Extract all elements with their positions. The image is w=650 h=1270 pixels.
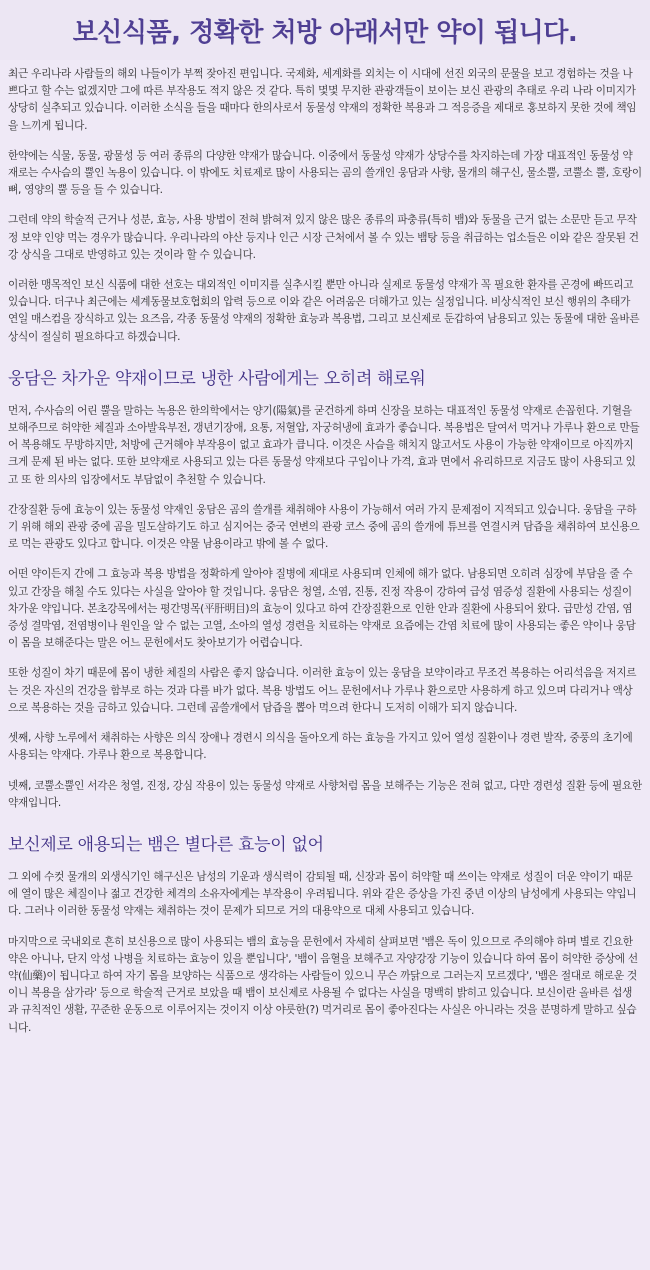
section1-paragraph-2: 간장질환 등에 효능이 있는 동물성 약재인 웅담은 곰의 쓸개를 채취해야 사용이 가능해서 여러 가지 문제점이 지적되고 있습니다. 웅담을 구하기 위해 해외 관광 중에 곰을 밀도살하기도 하고 심지어는 중국 연변의 관광 코스 중에 곰의 쓸개에 튜브를 연결시켜 담즙을 채취하여 보신용으로 먹는 관광도 있다고 합니다. 이것은 약물 남용이라고 밖에 볼 수 없다. — [8, 503, 640, 551]
intro-paragraph-2: 한약에는 식물, 동물, 광물성 등 여러 종류의 다양한 약재가 많습니다. 이중에서 동물성 약재가 상당수를 차지하는데 가장 대표적인 동물성 약재로는 수사슴의 뿔인 녹용이 있습니다. 이 밖에도 치료제로 많이 사용되는 곰의 쓸개인 웅담과 사향, 물개의 해구신, 물소뿔, 코뿔소 뿔, 호랑이뼈, 영양의 뿔 등을 들 수 있습니다. — [8, 149, 642, 197]
section2-paragraph-1: 그 외에 수컷 물개의 외생식기인 해구신은 남성의 기운과 생식력이 감퇴될 때, 신장과 몸이 허약할 때 쓰이는 약재로 성질이 더운 약이기 때문에 열이 많은 체질이나 젊고 건강한 체격의 소유자에게는 부작용이 우려됩니다. 위와 같은 증상을 가진 중년 이상의 남성에게 사용되는 약입니다. 그러나 이러한 동물성 약재는 채취하는 것이 문제가 되므로 거의 대용약으로 대체 사용되고 있습니다. — [8, 870, 637, 918]
section-heading-bear-bile: 웅담은 차가운 약재이므로 냉한 사람에게는 오히려 해로워 — [8, 368, 426, 389]
section1-paragraph-5: 셋째, 사향 노루에서 채취하는 사향은 의식 장애나 경련시 의식을 돌아오게 하는 효능을 가지고 있어 열성 질환이나 경련 발작, 중풍의 초기에 사용되는 약재다. 가루나 환으로 복용합니다. — [8, 732, 633, 762]
section-heading-snake: 보신제로 애용되는 뱀은 별다른 효능이 없어 — [8, 834, 324, 855]
title-band — [0, 0, 650, 60]
page-title: 보신식품, 정확한 처방 아래서만 약이 됩니다. — [72, 17, 578, 48]
section2-paragraph-2: 마지막으로 국내외로 흔히 보신용으로 많이 사용되는 뱀의 효능을 문헌에서 자세히 살펴보면 '뱀은 독이 있으므로 주의해야 하며 별로 긴요한 약은 아니나, 단지 악성 나병을 치료하는 효능이 있을 뿐입니다', '뱀이 음혈을 보해주고 자양강장 기능이 있습니다 하여 몸이 허약한 증상에 선약(仙藥)이 됩니다고 하여 자기 몸을 보양하는 식품으로 생각하는 사람들이 있으니 무슨 까닭으로 그러는지 모르겠다', '뱀은 절대로 해로운 것이니 복용을 삼가라' 등으로 학술적 근거로 보았을 때 뱀이 보신제로 사용될 수 없다는 사실을 명백히 밝히고 있습니다. 보신이란 올바른 섭생과 규칙적인 생활, 꾸준한 운동으로 이루어지는 것이지 이상 야릇한(?) 먹거리로 몸이 좋아진다는 사실은 아니라는 것을 분명하게 말하고 싶습니다. — [8, 935, 638, 1034]
article-body — [0, 60, 650, 1037]
intro-paragraph-3: 그런데 약의 학술적 근거나 성분, 효능, 사용 방법이 전혀 밝혀져 있지 않은 많은 종류의 파충류(특히 뱀)와 동물을 근거 없는 소문만 듣고 무작정 보약 인양 먹는 경우가 많습니다. 우리나라의 야산 등지나 인근 시장 근처에서 볼 수 있는 뱀탕 등을 취급하는 업소들은 이와 같은 잘못된 건강 상식을 그대로 반영하고 있는 것이라 할 수 있습니다. — [8, 214, 639, 261]
intro-paragraph-1: 최근 우리나라 사람들의 해외 나들이가 부쩍 잦아진 편입니다. 국제화, 세계화를 외치는 이 시대에 선진 외국의 문물을 보고 경험하는 것을 나쁘다고 할 수는 없겠지만 그에 따른 부작용도 적지 않은 것 같다. 특히 몇몇 무지한 관광객들이 보이는 보신 관광의 추태로 우리 나라 이미지가 상당히 실추되고 있습니다. 이러한 소식을 들을 때마다 한의사로서 동물성 약재의 정확한 복용과 그 적응증을 제대로 홍보하지 못한 것에 책임을 느끼게 됩니다. — [8, 68, 637, 132]
section1-paragraph-6: 넷째, 코뿔소뿔인 서각은 청열, 진정, 강심 작용이 있는 동물성 약재로 사향처럼 몸을 보해주는 기능은 전혀 없고, 다만 경련성 질환 등에 필요한 약재입니다. — [8, 779, 642, 809]
section1-paragraph-4: 또한 성질이 차기 때문에 몸이 냉한 체질의 사람은 좋지 않습니다. 이러한 효능이 있는 웅담을 보약이라고 무조건 복용하는 어리석음을 저지르는 것은 자신의 건강을 함부로 하는 것과 다를 바가 없다. 복용 방법도 어느 문헌에서나 가루나 환으로만 사용하게 하고 있으며 다리거나 액상으로 복용하는 것을 금하고 있습니다. 그런데 곰쓸개에서 담즙을 뽑아 먹으려 한다니 도저히 이해가 되지 않습니다. — [8, 667, 637, 714]
section1-paragraph-1: 먼저, 수사슴의 어린 뿔을 말하는 녹용은 한의학에서는 양기(陽氣)를 굳건하게 하며 신장을 보하는 대표적인 동물성 약재로 손꼽힌다. 기혈을 보해주므로 허약한 체질과 소아발육부전, 갱년기장애, 요통, 저혈압, 자궁허냉에 효과가 좋습니다. 복용법은 달여서 먹거나 가루나 환으로 만들어 복용해도 무방하지만, 처방에 근거해야 부작용이 없고 효과가 큽니다. 이것은 사슴을 해치지 않고서도 사용이 가능한 약재이므로 아직까지 크게 문제 된 바는 없다. 또한 보약재로 사용되고 있는 다른 동물성 약재보다 구입이나 가격, 효과 면에서 유리하므로 지금도 많이 사용되고 있고 또 한 의사의 입장에서도 부담없이 추천할 수 있습니다. — [8, 404, 640, 486]
intro-paragraph-4: 이러한 맹목적인 보신 식품에 대한 선호는 대외적인 이미지를 실추시킬 뿐만 아니라 실제로 동물성 약재가 꼭 필요한 환자를 곤경에 빠뜨리고 있습니다. 더구나 최근에는 세계동물보호협회의 압력 등으로 이와 같은 어려움은 더해가고 있는 실정입니다. 비상식적인 보신 행위의 추태가 연일 매스컴을 장식하고 있는 요즈음, 각종 동물성 약재의 정확한 효능과 복용법, 그리고 보신제로 둔갑하여 남용되고 있는 동물에 대한 올바른 상식이 절실히 필요하다고 하겠습니다. — [8, 279, 640, 343]
section1-paragraph-3: 어떤 약이든지 간에 그 효능과 복용 방법을 정확하게 알아야 질병에 제대로 사용되며 인체에 해가 없다. 남용되면 오히려 심장에 부담을 줄 수 있고 간장을 해칠 수도 있다는 사실을 알아야 할 것입니다. 웅담은 청열, 소염, 진통, 진정 작용이 강하여 급성 염증성 질환에 사용되는 성질이 차가운 약입니다. 본초강목에서는 평간명목(平肝明目)의 효능이 있다고 하여 간장질환으로 인한 안과 질환에 사용되어 왔다. 급만성 간염, 염증성 결막염, 전염병이나 원인을 알 수 없는 고열, 소아의 열성 경련을 치료하는 약재로 요즘에는 간염 치료에 많이 사용되는 좋은 약이나 웅담이 몸을 보해준다는 말은 어느 문헌에서도 찾아보기가 어렵습니다. — [8, 568, 636, 650]
